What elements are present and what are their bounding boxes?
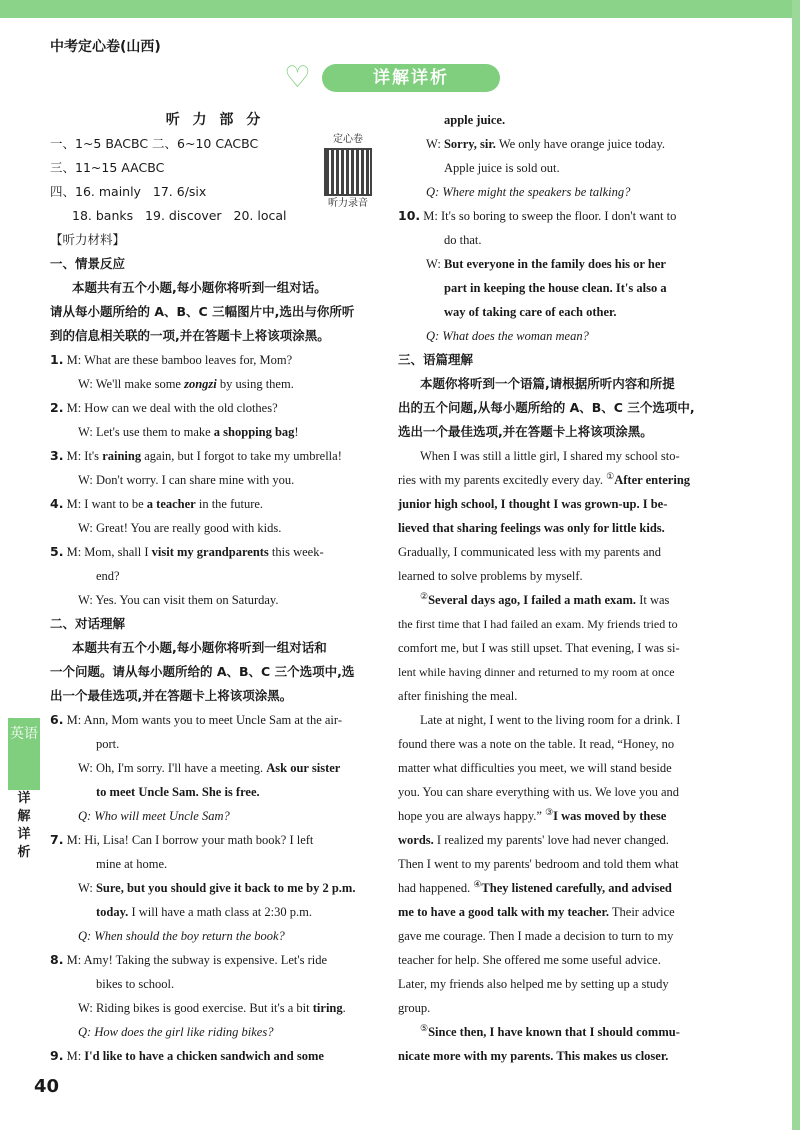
passage-line: the first time that I had failed an exam. My friends tried to (398, 617, 678, 631)
passage-line (398, 804, 728, 828)
dialog-text: ! (294, 425, 299, 439)
part1-instruction: 请从每小题所给的 A、B、C 三幅图片中,选出与你所听 (50, 304, 355, 319)
circled-number: ① (606, 470, 615, 481)
dialog-text: Oh, I'm sorry. I'll have a meeting. (95, 761, 264, 775)
dialog-key: today. (96, 905, 129, 919)
speaker-w: W: (78, 521, 93, 535)
passage-key: I was moved by these (553, 809, 667, 823)
speaker-m: M: (66, 497, 82, 511)
speaker-m: M: (66, 545, 82, 559)
speaker-q: Q: (426, 185, 440, 199)
part3-instruction: 选出一个最佳选项,并在答题卡上将该项涂黑。 (398, 424, 653, 439)
passage-line: gave me courage. Then I made a decision to turn to my (398, 929, 674, 943)
dialog-key: zongzi (184, 377, 217, 391)
section-banner (280, 62, 520, 94)
dialog-line (50, 708, 380, 732)
qr-top-label: 定心卷 (333, 134, 363, 145)
speaker-w: W: (426, 257, 441, 271)
item-number: 8. (50, 952, 64, 967)
question-line (50, 804, 380, 828)
passage-line: Then I went to my parents' bedroom and told them what (398, 857, 679, 871)
dialog-text: Mom, shall I (84, 545, 149, 559)
dialog-line: apple juice. (444, 113, 506, 127)
dialog-line (50, 372, 380, 396)
part1-instruction: 本题共有五个小题,每小题你将听到一组对话。 (72, 280, 327, 295)
dialog-line (50, 492, 380, 516)
question-text: When should the boy return the book? (94, 929, 285, 943)
heart-icon: ♡ (284, 61, 311, 94)
passage-line: When I was still a little girl, I shared my school sto- (420, 449, 680, 463)
answer-line-4 (50, 204, 380, 228)
circled-number: ⑤ (420, 1022, 429, 1033)
right-color-bar (792, 0, 800, 1130)
dialog-line: bikes to school. (96, 977, 175, 991)
dialog-line (50, 444, 380, 468)
speaker-m: M: (66, 401, 82, 415)
qr-bottom-label: 听力录音 (328, 198, 368, 209)
passage-key: me to have a good talk with my teacher. (398, 905, 609, 919)
dialog-line (50, 540, 380, 564)
passage-line: comfort me, but I was still upset. That evening, I was si- (398, 641, 680, 655)
dialog-line (398, 252, 728, 276)
passage-line: learned to solve problems by myself. (398, 569, 583, 583)
answer-18: 18. banks (72, 208, 134, 223)
dialog-line (50, 756, 380, 780)
question-line (398, 324, 728, 348)
dialog-key: I'd like to have a chicken sandwich and some (84, 1049, 324, 1063)
speaker-m: M: (66, 449, 82, 463)
dialog-text: What are these bamboo leaves for, Mom? (84, 353, 293, 367)
speaker-m: M: (423, 209, 438, 223)
passage-text: had happened. (398, 881, 471, 895)
passage-key: words. (398, 833, 434, 847)
dialog-text: Don't worry. I can share mine with you. (95, 473, 295, 487)
question-line (398, 180, 728, 204)
answer-line-1: 一、1~5 BACBC 二、6~10 CACBC (50, 136, 259, 151)
dialog-key: tiring (312, 1001, 343, 1015)
passage-line: junior high school, I thought I was grown-up. I be- (398, 497, 668, 511)
dialog-key: Sure, but you should give it back to me by 2 p.m. (95, 881, 356, 895)
dialog-text: It's so boring to sweep the floor. I don't want to (441, 209, 677, 223)
dialog-key: raining (102, 449, 142, 463)
dialog-text: again, but I forgot to take my umbrella! (144, 449, 342, 463)
dialog-key: Ask our sister (266, 761, 341, 775)
material-title: 【听力材料】 (50, 232, 126, 247)
passage-line: you. You can share everything with us. We love you and (398, 785, 680, 799)
item-number: 10. (398, 208, 421, 223)
dialog-key: Sorry, sir. (443, 137, 496, 151)
speaker-w: W: (78, 1001, 93, 1015)
passage-line: Later, my friends also helped me by setting up a study (398, 977, 669, 991)
dialog-line (50, 876, 380, 900)
answer-17: 17. 6/six (152, 184, 207, 199)
banner-text: 详解详析 (373, 68, 449, 88)
speaker-m: M: (66, 833, 82, 847)
banner-pill (322, 64, 500, 92)
dialog-line (50, 420, 380, 444)
passage-line: lieved that sharing feelings was only for little kids. (398, 521, 665, 535)
dialog-text: Amy! Taking the subway is expensive. Let's ride (83, 953, 328, 967)
dialog-text: Let's use them to make (95, 425, 211, 439)
circled-number: ② (420, 590, 429, 601)
dialog-line (50, 468, 380, 492)
part1-title: 一、情景反应 (50, 256, 126, 271)
speaker-w: W: (78, 377, 93, 391)
speaker-w: W: (78, 761, 93, 775)
dialog-line (50, 828, 380, 852)
passage-line (398, 588, 728, 612)
dialog-line: do that. (444, 233, 482, 247)
listening-section-title: 听 力 部 分 (165, 112, 265, 128)
circled-number: ④ (473, 878, 482, 889)
dialog-line: end? (96, 569, 120, 583)
dialog-key: a teacher (146, 497, 196, 511)
passage-line (398, 468, 728, 492)
circled-number: ③ (545, 806, 554, 817)
passage-line: after finishing the meal. (398, 689, 518, 703)
top-color-bar (0, 0, 800, 18)
part3-instruction: 出的五个问题,从每小题所给的 A、B、C 三个选项中, (398, 400, 695, 415)
passage-line (398, 876, 728, 900)
speaker-w: W: (78, 425, 93, 439)
passage-key: They listened carefully, and advised (481, 881, 672, 895)
dialog-text: It's (84, 449, 100, 463)
answer-line-3 (50, 180, 380, 204)
speaker-m: M: (66, 353, 82, 367)
speaker-m: M: (66, 713, 82, 727)
speaker-m: M: (66, 953, 82, 967)
dialog-text: . (342, 1001, 346, 1015)
dialog-line: port. (96, 737, 120, 751)
dialog-line: to meet Uncle Sam. She is free. (96, 785, 260, 799)
passage-key: After entering (614, 473, 691, 487)
dialog-line (50, 588, 380, 612)
question-text: Where might the speakers be talking? (442, 185, 631, 199)
dialog-line (398, 204, 728, 228)
dialog-line: mine at home. (96, 857, 168, 871)
part2-instruction: 出一个最佳选项,并在答题卡上将该项涂黑。 (50, 688, 293, 703)
answer-line-2: 三、11~15 AACBC (50, 160, 165, 175)
dialog-line: part in keeping the house clean. It's also a (444, 281, 667, 295)
question-text: How does the girl like riding bikes? (94, 1025, 274, 1039)
answer-19: 19. discover (145, 208, 222, 223)
dialog-line (50, 1044, 380, 1068)
passage-line: lent while having dinner and returned to my room at once (398, 665, 675, 679)
item-number: 2. (50, 400, 64, 415)
item-number: 7. (50, 832, 64, 847)
speaker-q: Q: (78, 809, 92, 823)
left-column (50, 108, 380, 1068)
part2-instruction: 一个问题。请从每小题所给的 A、B、C 三个选项中,选 (50, 664, 355, 679)
part2-instruction: 本题共有五个小题,每小题你将听到一组对话和 (72, 640, 327, 655)
passage-key: Since then, I have known that I should commu- (428, 1025, 680, 1039)
passage-line (398, 900, 728, 924)
dialog-line: way of taking care of each other. (444, 305, 617, 319)
question-line (50, 1020, 380, 1044)
passage-line: found there was a note on the table. It read, “Honey, no (398, 737, 675, 751)
item-number: 5. (50, 544, 64, 559)
item-number: 9. (50, 1048, 64, 1063)
passage-text: ries with my parents excitedly every day. (398, 473, 604, 487)
passage-line: teacher for help. She offered me some useful advice. (398, 953, 661, 967)
dialog-key: visit my grandparents (151, 545, 269, 559)
passage-text: It was (639, 593, 670, 607)
passage-line: nicate more with my parents. This makes us closer. (398, 1049, 669, 1063)
item-number: 1. (50, 352, 64, 367)
passage-line: group. (398, 1001, 431, 1015)
passage-line (398, 1020, 728, 1044)
dialog-text: Hi, Lisa! Can I borrow your math book? I left (84, 833, 314, 847)
dialog-text: Riding bikes is good exercise. But it's a bit (95, 1001, 310, 1015)
side-section-label: 详解详析 (17, 791, 31, 860)
part3-title: 三、语篇理解 (398, 352, 474, 367)
passage-line (398, 828, 728, 852)
dialog-text: We only have orange juice today. (498, 137, 666, 151)
dialog-key: But everyone in the family does his or her (443, 257, 666, 271)
dialog-key: a shopping bag (213, 425, 295, 439)
question-text: Who will meet Uncle Sam? (94, 809, 230, 823)
dialog-text: We'll make some (95, 377, 181, 391)
dialog-text: How can we deal with the old clothes? (84, 401, 278, 415)
speaker-q: Q: (426, 329, 440, 343)
part2-title: 二、对话理解 (50, 616, 126, 631)
dialog-line (398, 132, 728, 156)
passage-line: Late at night, I went to the living room for a drink. I (420, 713, 681, 727)
dialog-text: I will have a math class at 2:30 p.m. (131, 905, 312, 919)
dialog-line (50, 948, 380, 972)
dialog-text: Great! You are really good with kids. (95, 521, 282, 535)
subject-side-tab: 英语 (8, 718, 40, 790)
question-text: What does the woman mean? (442, 329, 589, 343)
dialog-text: Yes. You can visit them on Saturday. (95, 593, 279, 607)
dialog-line (50, 900, 380, 924)
dialog-text: by using them. (219, 377, 294, 391)
speaker-m: M: (66, 1049, 82, 1063)
speaker-w: W: (78, 593, 93, 607)
item-number: 3. (50, 448, 64, 463)
speaker-w: W: (78, 473, 93, 487)
passage-line: matter what difficulties you meet, we will stand beside (398, 761, 672, 775)
question-line (50, 924, 380, 948)
passage-text: hope you are always happy.” (398, 809, 542, 823)
passage-key: Several days ago, I failed a math exam. (428, 593, 637, 607)
dialog-line (50, 348, 380, 372)
answer-20: 20. local (233, 208, 287, 223)
answer-16: 四、16. mainly (50, 184, 141, 199)
speaker-q: Q: (78, 1025, 92, 1039)
speaker-w: W: (426, 137, 441, 151)
item-number: 6. (50, 712, 64, 727)
part1-instruction: 到的信息相关联的一项,并在答题卡上将该项涂黑。 (50, 328, 330, 343)
speaker-q: Q: (78, 929, 92, 943)
passage-text: I realized my parents' love had never changed. (436, 833, 669, 847)
speaker-w: W: (78, 881, 93, 895)
item-number: 4. (50, 496, 64, 511)
page-number: 40 (34, 1076, 60, 1097)
book-title: 中考定心卷(山西) (50, 39, 161, 55)
part3-instruction: 本题你将听到一个语篇,请根据所听内容和所提 (420, 376, 675, 391)
passage-text: Their advice (611, 905, 675, 919)
dialog-line (50, 996, 380, 1020)
right-column (398, 108, 728, 1068)
dialog-text: I want to be (84, 497, 144, 511)
dialog-line: Apple juice is sold out. (444, 161, 560, 175)
dialog-text: in the future. (198, 497, 264, 511)
passage-line: Gradually, I communicated less with my parents and (398, 545, 662, 559)
dialog-text: this week- (271, 545, 324, 559)
dialog-text: Ann, Mom wants you to meet Uncle Sam at the air- (83, 713, 342, 727)
dialog-line (50, 396, 380, 420)
dialog-line (50, 516, 380, 540)
